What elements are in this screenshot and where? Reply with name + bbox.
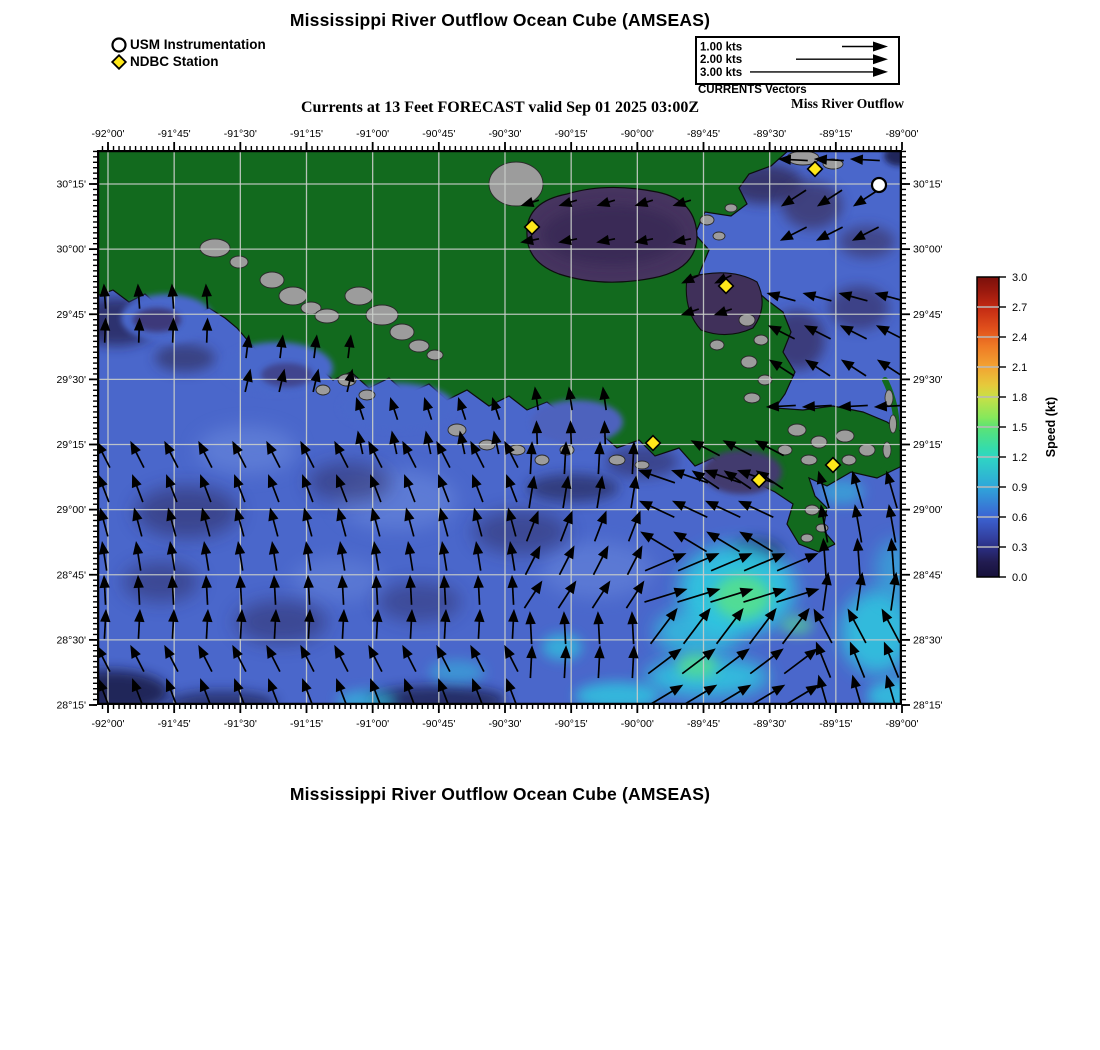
vector-scale-box — [695, 36, 900, 85]
colorbar-tick-label: 1.8 — [1012, 392, 1028, 404]
lon-tick-label-top: -89°30' — [753, 128, 787, 140]
lon-tick-label-top: -89°45' — [686, 128, 721, 140]
lat-tick-label-right: 30°15' — [913, 178, 943, 191]
lat-tick-label-left: 29°00' — [56, 504, 86, 517]
vector-scale-arrowhead — [873, 67, 888, 77]
lon-tick-label-bottom: -90°15' — [554, 718, 588, 730]
vector-scale-label: 2.00 kts — [700, 54, 743, 67]
lat-tick-label-right: 29°15' — [913, 439, 943, 451]
usm-station-marker — [872, 178, 886, 192]
colorbar-tick-label: 0.6 — [1012, 512, 1028, 524]
lon-tick-label-top: -90°30' — [488, 128, 522, 140]
page-title: Mississippi River Outflow Ocean Cube (AMSEAS) — [289, 10, 711, 30]
lon-tick-label-bottom: -91°45' — [157, 718, 191, 730]
lon-tick-label-top: -91°30' — [223, 128, 257, 140]
ndbc-legend-label: NDBC Station — [130, 54, 219, 69]
forecast-subtitle: Currents at 13 Feet FORECAST valid Sep 01 2025 03:00Z — [300, 99, 700, 116]
marker-legend — [110, 36, 266, 70]
vector-scale-arrowhead — [873, 54, 888, 64]
lon-tick-label-top: -89°00' — [885, 128, 919, 140]
region-label: Miss River Outflow — [791, 96, 904, 111]
lat-tick-label-right: 29°30' — [913, 373, 943, 386]
lon-tick-label-bottom: -89°15' — [819, 718, 853, 730]
lat-tick-label-right: 29°00' — [913, 504, 943, 517]
ndbc-diamond-icon — [110, 53, 128, 70]
lat-tick-label-left: 28°30' — [56, 634, 86, 647]
colorbar-title: Speed (kt) — [1044, 396, 1058, 458]
lat-tick-label-right: 28°45' — [913, 569, 943, 582]
lake-pontchartrain-deep — [542, 205, 682, 265]
usm-legend-label: USM Instrumentation — [130, 37, 266, 52]
lon-tick-label-bottom: -91°15' — [289, 718, 324, 730]
lat-tick-label-right: 29°45' — [913, 308, 943, 321]
legend-row-usm — [110, 36, 266, 53]
lat-tick-label-right: 28°15' — [913, 699, 943, 712]
lon-tick-label-top: -92°00' — [91, 128, 125, 140]
lon-tick-label-bottom: -90°00' — [620, 718, 654, 730]
colorbar-tick-label: 2.4 — [1012, 332, 1028, 344]
plot-area — [49, 146, 927, 715]
lat-tick-label-left: 30°00' — [56, 243, 86, 256]
lon-tick-label-top: -90°15' — [554, 128, 588, 140]
lon-tick-label-top: -91°15' — [289, 128, 324, 140]
vector-scale-caption: CURRENTS Vectors — [698, 84, 807, 96]
lon-tick-label-bottom: -90°30' — [488, 718, 522, 730]
colorbar-tick-label: 0.0 — [1012, 572, 1028, 584]
vector-scale-label: 1.00 kts — [700, 41, 743, 54]
lon-tick-label-bottom: -89°45' — [686, 718, 721, 730]
lon-tick-label-bottom: -89°30' — [753, 718, 787, 730]
lon-tick-label-top: -90°45' — [422, 128, 456, 140]
colorbar-tick-label: 1.2 — [1012, 452, 1028, 464]
lat-tick-label-left: 29°45' — [56, 308, 86, 321]
colorbar-tick-label: 2.7 — [1012, 302, 1028, 314]
lat-tick-label-right: 28°30' — [913, 634, 943, 647]
lon-tick-label-bottom: -91°00' — [356, 718, 390, 730]
lon-tick-label-top: -90°00' — [620, 128, 654, 140]
lat-tick-label-left: 28°15' — [56, 699, 86, 712]
vector-scale-label: 3.00 kts — [700, 66, 743, 78]
colorbar-tick-label: 1.5 — [1012, 422, 1028, 434]
lat-tick-label-left: 29°15' — [56, 439, 86, 451]
usm-circle-icon — [110, 36, 128, 53]
lon-tick-label-bottom: -92°00' — [91, 718, 125, 730]
lon-tick-label-top: -91°45' — [157, 128, 191, 140]
lat-tick-label-left: 29°30' — [56, 373, 86, 386]
lon-tick-label-bottom: -90°45' — [422, 718, 456, 730]
lat-tick-label-left: 30°15' — [56, 178, 86, 191]
colorbar-tick-label: 3.0 — [1012, 272, 1028, 284]
lat-tick-label-left: 28°45' — [56, 569, 86, 582]
vector-scale-arrowhead — [873, 42, 888, 52]
legend-row-ndbc — [110, 53, 266, 70]
vector-scale-canvas — [697, 38, 893, 78]
lon-tick-label-top: -91°00' — [356, 128, 390, 140]
lat-tick-label-right: 30°00' — [913, 243, 943, 256]
lon-tick-label-bottom: -89°00' — [885, 718, 919, 730]
map-canvas — [30, 112, 960, 752]
lon-tick-label-bottom: -91°30' — [223, 718, 257, 730]
colorbar — [963, 260, 1100, 605]
lon-tick-label-top: -89°15' — [819, 128, 853, 140]
footer-title: Mississippi River Outflow Ocean Cube (AMSEAS) — [289, 784, 711, 804]
colorbar-tick-label: 0.3 — [1012, 542, 1028, 554]
colorbar-tick-label: 0.9 — [1012, 482, 1028, 494]
colorbar-tick-label: 2.1 — [1012, 362, 1028, 374]
